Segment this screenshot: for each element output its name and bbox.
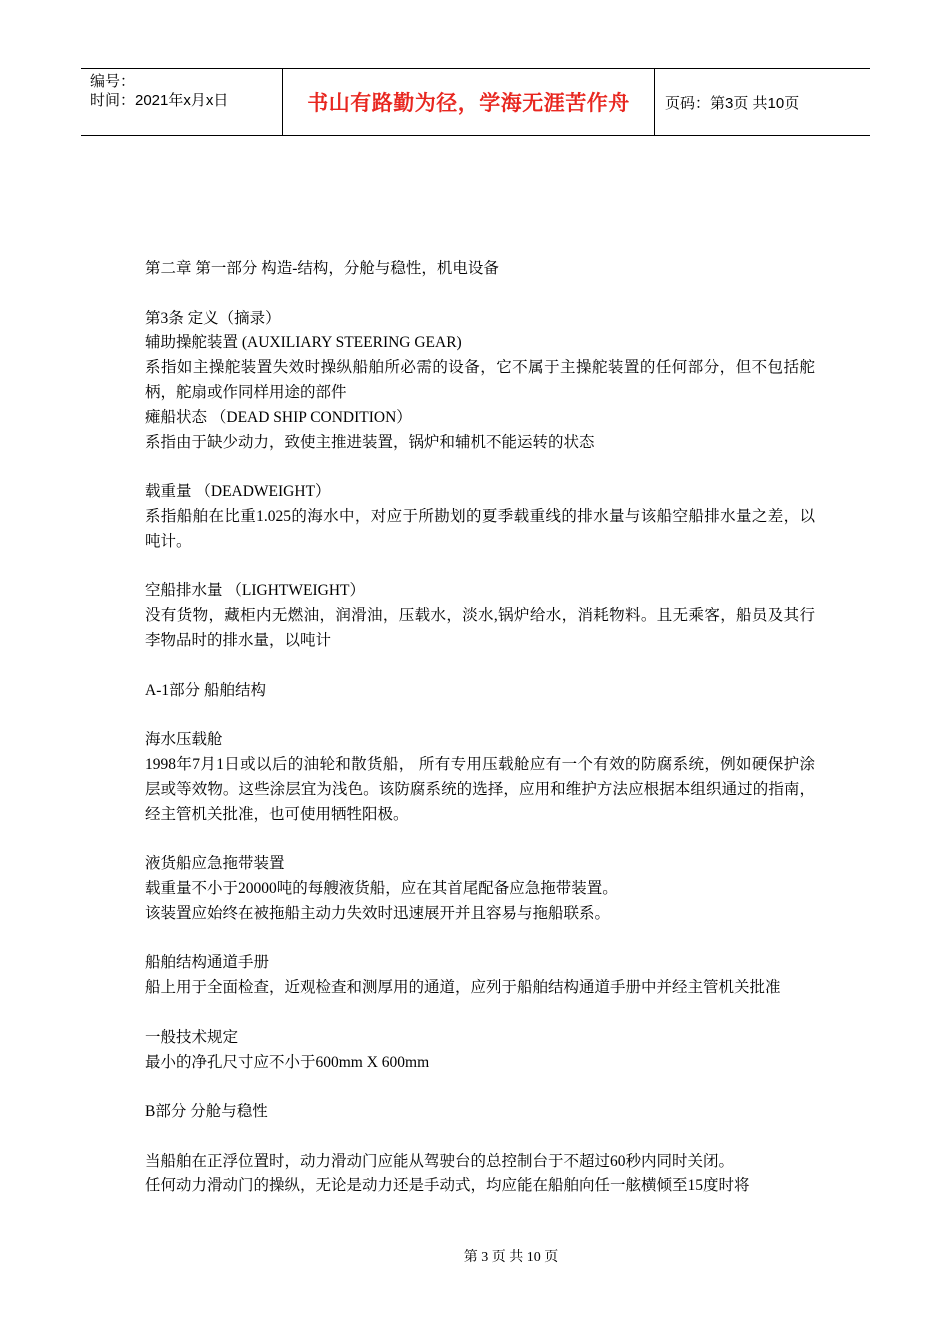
paragraph: 1998年7月1日或以后的油轮和散货船， 所有专用压载舱应有一个有效的防腐系统，例如硬保护涂层或等效物。这些涂层宜为浅色。该防腐系统的选择，应用和维护方法应根据本组织通过的指南，经主管机关批准，也可使用牺牲阳极。 xyxy=(145,755,815,823)
header-page-label: 页码：第3页 共10页 xyxy=(665,94,800,112)
subsection-heading: 船舶结构通道手册 xyxy=(145,954,270,972)
paragraph: 当船舶在正浮位置时，动力滑动门应能从驾驶台的总控制台于不超过60秒内同时关闭。 xyxy=(145,1152,735,1170)
subsection-heading: 海水压载舱 xyxy=(145,731,223,749)
section-heading: A-1部分 船舶结构 xyxy=(145,681,266,699)
document-code-label: 编号： xyxy=(90,73,136,90)
document-body xyxy=(145,257,815,1199)
paragraph: 船上用于全面检查，近观检查和测厚用的通道，应列于船舶结构通道手册中并经主管机关批准 xyxy=(145,979,781,997)
definition-term: 瘫船状态 （DEAD SHIP CONDITION） xyxy=(145,408,412,426)
paragraph: 该装置应始终在被拖船主动力失效时迅速展开并且容易与拖船联系。 xyxy=(145,904,611,922)
page-header xyxy=(81,68,870,136)
subsection-heading: 液货船应急拖带装置 xyxy=(145,855,285,873)
definition-text: 没有货物，藏柜内无燃油，润滑油，压载水，淡水,锅炉给水，消耗物料。且无乘客，船员及其行李物品时的排水量，以吨计 xyxy=(145,607,815,649)
definition-term: 空船排水量 （LIGHTWEIGHT） xyxy=(145,582,365,600)
header-info-cell xyxy=(81,69,283,135)
section-heading: B部分 分舱与稳性 xyxy=(145,1103,268,1121)
subsection-heading: 一般技术规定 xyxy=(145,1028,239,1046)
document-date-label: 时间：2021年x月x日 xyxy=(90,92,229,109)
definition-term: 载重量 （DEADWEIGHT） xyxy=(145,483,331,501)
paragraph: 载重量不小于20000吨的每艘液货船，应在其首尾配备应急拖带装置。 xyxy=(145,879,618,897)
page-footer xyxy=(0,1246,950,1266)
header-motto: 书山有路勤为径，学海无涯苦作舟 xyxy=(307,92,630,115)
header-page-cell xyxy=(655,69,870,135)
definition-text: 系指如主操舵装置失效时操纵船舶所必需的设备，它不属于主操舵装置的任何部分，但不包括舵柄，舵扇或作同样用途的部件 xyxy=(145,359,815,401)
chapter-heading: 第二章 第一部分 构造-结构，分舱与稳性，机电设备 xyxy=(145,260,499,277)
article-heading: 第3条 定义（摘录） xyxy=(145,309,281,327)
definition-term: 辅助操舵装置 (AUXILIARY STEERING GEAR) xyxy=(145,334,462,352)
paragraph: 最小的净孔尺寸应不小于600mm X 600mm xyxy=(145,1053,430,1071)
definition-text: 系指船舶在比重1.025的海水中，对应于所勘划的夏季载重线的排水量与该船空船排水量之差，以吨计。 xyxy=(145,507,815,550)
footer-page-number: 第 3 页 共 10 页 xyxy=(463,1250,559,1265)
paragraph: 任何动力滑动门的操纵，无论是动力还是手动式，均应能在船舶向任一舷横倾至15度时将 xyxy=(145,1177,750,1195)
header-motto-cell xyxy=(283,69,655,135)
definition-text: 系指由于缺少动力，致使主推进装置，锅炉和辅机不能运转的状态 xyxy=(145,433,595,451)
